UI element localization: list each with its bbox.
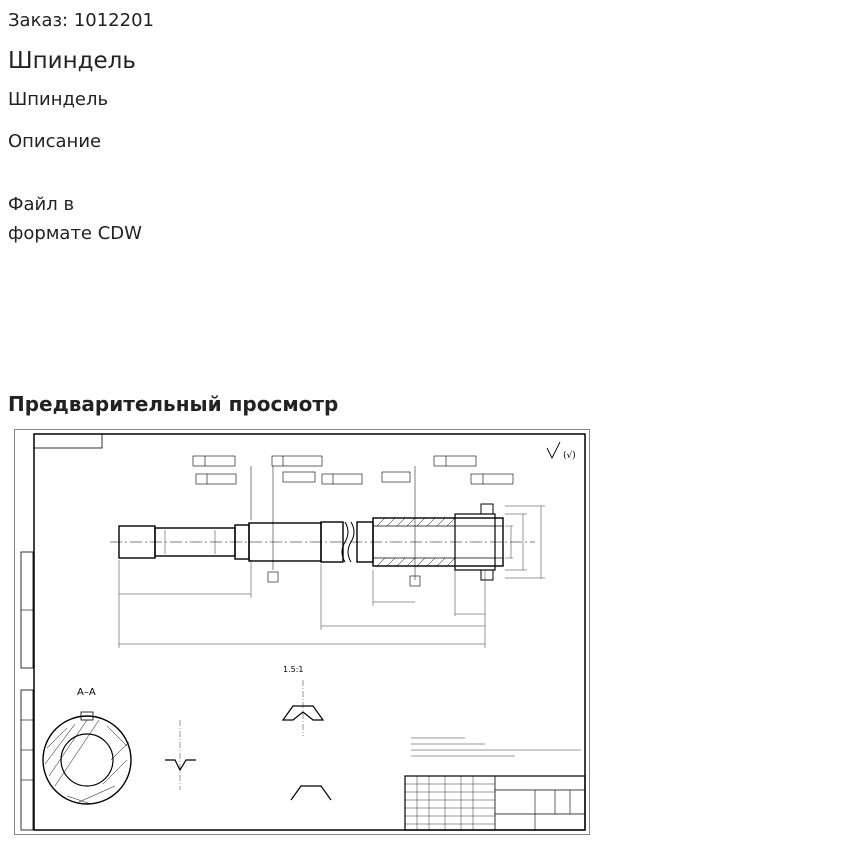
order-number: Заказ: 1012201 — [8, 10, 154, 31]
preview-heading: Предварительный просмотр — [8, 392, 339, 416]
section-label: А–А — [77, 687, 96, 698]
svg-text:(√): (√) — [563, 451, 576, 461]
product-subtitle: Шпиндель — [8, 89, 109, 110]
drawing-preview-image[interactable] — [14, 429, 590, 835]
detail-scale-label: 1.5:1 — [283, 665, 304, 674]
description-label: Описание — [8, 131, 102, 152]
product-title: Шпиндель — [8, 48, 136, 74]
file-format-line2: формате CDW — [8, 223, 142, 244]
technical-drawing — [15, 430, 589, 834]
file-format-line1: Файл в — [8, 194, 75, 215]
